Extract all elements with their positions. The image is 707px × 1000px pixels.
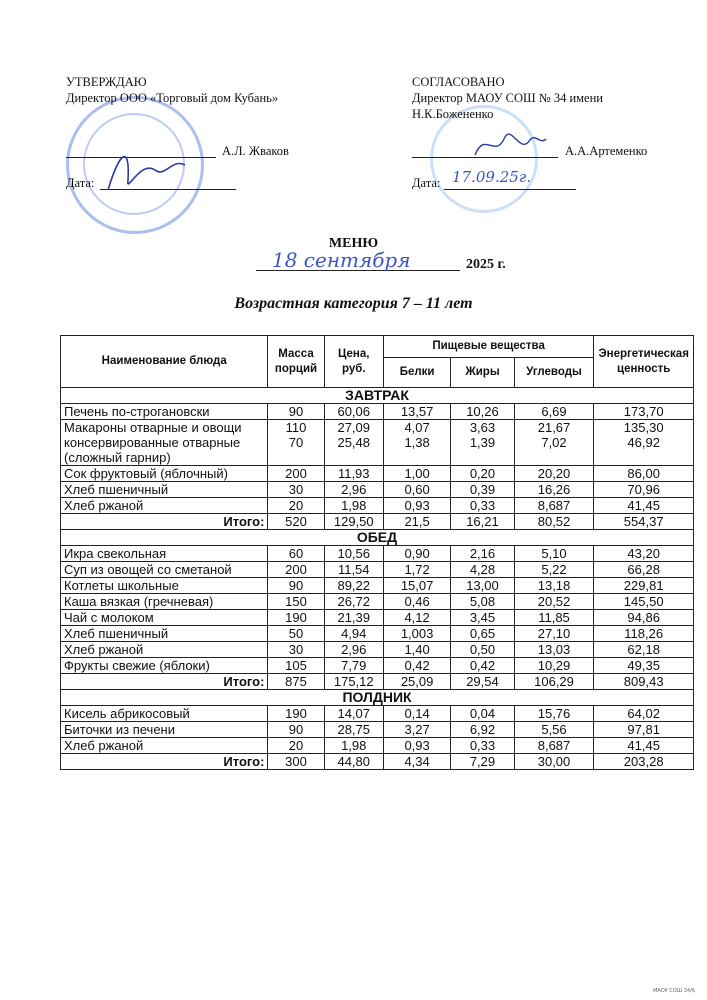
cell-mass: 90 <box>268 722 324 738</box>
cell-carbs: 6,69 <box>514 404 594 420</box>
table-row <box>61 738 694 754</box>
menu-date-handwritten: 18 сентября <box>272 248 411 272</box>
dish-name: Икра свекольная <box>61 546 268 562</box>
total-row <box>61 754 694 770</box>
header-proteins: Белки <box>383 358 450 388</box>
cell-energy: 118,26 <box>594 626 694 642</box>
total-label: Итого: <box>61 674 268 690</box>
total-label: Итого: <box>61 754 268 770</box>
cell-proteins: 1,40 <box>383 642 450 658</box>
cell-proteins: 3,27 <box>383 722 450 738</box>
approve-date-label: Дата: <box>66 176 95 190</box>
total-carbs: 80,52 <box>514 514 594 530</box>
agree-date-line <box>444 189 576 190</box>
dish-name: Печень по-строгановски <box>61 404 268 420</box>
cell-mass: 20 <box>268 738 324 754</box>
cell-fats: 3,45 <box>451 610 514 626</box>
header-nutrients: Пищевые вещества <box>383 336 593 358</box>
total-fats: 16,21 <box>451 514 514 530</box>
section-title: ПОЛДНИК <box>61 690 694 706</box>
cell-energy: 86,00 <box>594 466 694 482</box>
cell-mass: 105 <box>268 658 324 674</box>
cell-proteins: 0,60 <box>383 482 450 498</box>
header-mass: Масса порций <box>268 336 324 388</box>
agree-position-line1: Директор МАОУ СОШ № 34 имени <box>412 91 603 105</box>
dish-name: Чай с молоком <box>61 610 268 626</box>
total-energy: 203,28 <box>594 754 694 770</box>
cell-proteins: 0,93 <box>383 498 450 514</box>
section-title: ОБЕД <box>61 530 694 546</box>
cell-price: 4,94 <box>324 626 383 642</box>
agree-title: СОГЛАСОВАНО <box>412 75 505 89</box>
total-price: 175,12 <box>324 674 383 690</box>
agree-date-value: 17.09.25г. <box>452 168 532 186</box>
cell-carbs: 5,10 <box>514 546 594 562</box>
cell-price: 11,93 <box>324 466 383 482</box>
section-header-row <box>61 690 694 706</box>
cell-fats: 5,08 <box>451 594 514 610</box>
cell-proteins: 13,57 <box>383 404 450 420</box>
cell-fats: 10,26 <box>451 404 514 420</box>
total-mass: 520 <box>268 514 324 530</box>
cell-fats: 0,20 <box>451 466 514 482</box>
cell-carbs: 15,76 <box>514 706 594 722</box>
cell-fats: 0,42 <box>451 658 514 674</box>
cell-proteins: 0,14 <box>383 706 450 722</box>
cell-fats: 0,04 <box>451 706 514 722</box>
header-fats: Жиры <box>451 358 514 388</box>
cell-proteins: 0,42 <box>383 658 450 674</box>
cell-energy: 41,45 <box>594 498 694 514</box>
cell-carbs: 21,67 7,02 <box>514 420 594 466</box>
cell-energy: 173,70 <box>594 404 694 420</box>
age-category: Возрастная категория 7 – 11 лет <box>234 295 473 312</box>
cell-energy: 94,86 <box>594 610 694 626</box>
cell-mass: 110 70 <box>268 420 324 466</box>
table-row <box>61 498 694 514</box>
dish-name: Хлеб ржаной <box>61 642 268 658</box>
cell-fats: 0,33 <box>451 498 514 514</box>
cell-proteins: 1,72 <box>383 562 450 578</box>
dish-name: Сок фруктовый (яблочный) <box>61 466 268 482</box>
table-row <box>61 626 694 642</box>
total-row <box>61 514 694 530</box>
cell-price: 10,56 <box>324 546 383 562</box>
cell-price: 26,72 <box>324 594 383 610</box>
cell-fats: 6,92 <box>451 722 514 738</box>
cell-mass: 200 <box>268 466 324 482</box>
table-row <box>61 466 694 482</box>
cell-mass: 190 <box>268 610 324 626</box>
cell-mass: 190 <box>268 706 324 722</box>
table-row <box>61 546 694 562</box>
dish-name: Макароны отварные и овощи консервированные отварные (сложный гарнир) <box>61 420 268 466</box>
table-row <box>61 642 694 658</box>
dish-name: Хлеб пшеничный <box>61 626 268 642</box>
cell-energy: 145,50 <box>594 594 694 610</box>
table-row <box>61 404 694 420</box>
cell-mass: 60 <box>268 546 324 562</box>
menu-table <box>60 335 694 770</box>
cell-carbs: 11,85 <box>514 610 594 626</box>
table-row <box>61 722 694 738</box>
cell-energy: 64,02 <box>594 706 694 722</box>
menu-title: МЕНЮ <box>328 236 379 251</box>
table-row <box>61 706 694 722</box>
cell-fats: 4,28 <box>451 562 514 578</box>
approve-name: А.Л. Жваков <box>222 144 289 158</box>
section-header-row <box>61 388 694 404</box>
agree-position-line2: Н.К.Божененко <box>412 107 494 121</box>
cell-fats: 2,16 <box>451 546 514 562</box>
cell-carbs: 13,18 <box>514 578 594 594</box>
dish-name: Котлеты школьные <box>61 578 268 594</box>
agree-name: А.А.Артеменко <box>565 144 648 158</box>
menu-year: 2025 г. <box>466 257 506 272</box>
cell-price: 2,96 <box>324 642 383 658</box>
cell-carbs: 5,22 <box>514 562 594 578</box>
cell-energy: 135,30 46,92 <box>594 420 694 466</box>
cell-carbs: 20,52 <box>514 594 594 610</box>
cell-mass: 50 <box>268 626 324 642</box>
cell-carbs: 10,29 <box>514 658 594 674</box>
approve-signature <box>100 140 190 200</box>
cell-proteins: 15,07 <box>383 578 450 594</box>
cell-price: 60,06 <box>324 404 383 420</box>
table-row <box>61 658 694 674</box>
cell-fats: 0,50 <box>451 642 514 658</box>
cell-energy: 49,35 <box>594 658 694 674</box>
header-price: Цена, руб. <box>324 336 383 388</box>
cell-mass: 90 <box>268 578 324 594</box>
approve-title: УТВЕРЖДАЮ <box>66 75 147 89</box>
cell-energy: 97,81 <box>594 722 694 738</box>
cell-energy: 41,45 <box>594 738 694 754</box>
dish-name: Суп из овощей со сметаной <box>61 562 268 578</box>
total-mass: 875 <box>268 674 324 690</box>
cell-mass: 30 <box>268 642 324 658</box>
section-title: ЗАВТРАК <box>61 388 694 404</box>
total-fats: 7,29 <box>451 754 514 770</box>
cell-carbs: 8,687 <box>514 738 594 754</box>
approve-position: Директор ООО «Торговый дом Кубань» <box>66 91 279 105</box>
dish-name: Каша вязкая (гречневая) <box>61 594 268 610</box>
table-row <box>61 482 694 498</box>
cell-proteins: 1,00 <box>383 466 450 482</box>
cell-proteins: 0,90 <box>383 546 450 562</box>
cell-price: 1,98 <box>324 498 383 514</box>
cell-energy: 66,28 <box>594 562 694 578</box>
table-row <box>61 578 694 594</box>
cell-fats: 13,00 <box>451 578 514 594</box>
dish-name: Фрукты свежие (яблоки) <box>61 658 268 674</box>
dish-name: Биточки из печени <box>61 722 268 738</box>
total-proteins: 21,5 <box>383 514 450 530</box>
cell-mass: 30 <box>268 482 324 498</box>
dish-name: Кисель абрикосовый <box>61 706 268 722</box>
total-proteins: 25,09 <box>383 674 450 690</box>
total-proteins: 4,34 <box>383 754 450 770</box>
cell-proteins: 4,12 <box>383 610 450 626</box>
total-label: Итого: <box>61 514 268 530</box>
cell-price: 89,22 <box>324 578 383 594</box>
cell-proteins: 4,07 1,38 <box>383 420 450 466</box>
header-name: Наименование блюда <box>61 336 268 388</box>
cell-mass: 200 <box>268 562 324 578</box>
total-energy: 809,43 <box>594 674 694 690</box>
table-row <box>61 594 694 610</box>
cell-price: 11,54 <box>324 562 383 578</box>
agree-signature <box>470 125 550 165</box>
cell-carbs: 5,56 <box>514 722 594 738</box>
table-row <box>61 610 694 626</box>
cell-mass: 90 <box>268 404 324 420</box>
cell-carbs: 20,20 <box>514 466 594 482</box>
total-price: 129,50 <box>324 514 383 530</box>
total-fats: 29,54 <box>451 674 514 690</box>
cell-price: 2,96 <box>324 482 383 498</box>
dish-name: Хлеб пшеничный <box>61 482 268 498</box>
cell-fats: 0,33 <box>451 738 514 754</box>
cell-energy: 43,20 <box>594 546 694 562</box>
total-mass: 300 <box>268 754 324 770</box>
cell-mass: 20 <box>268 498 324 514</box>
cell-carbs: 13,03 <box>514 642 594 658</box>
total-price: 44,80 <box>324 754 383 770</box>
table-row <box>61 420 694 466</box>
menu-table-body <box>61 388 694 770</box>
cell-energy: 229,81 <box>594 578 694 594</box>
cell-carbs: 16,26 <box>514 482 594 498</box>
footer-mark: МАОУ СОШ 34/6 <box>653 988 695 994</box>
cell-proteins: 0,93 <box>383 738 450 754</box>
cell-carbs: 27,10 <box>514 626 594 642</box>
cell-energy: 70,96 <box>594 482 694 498</box>
header-energy: Энергетическая ценность <box>594 336 694 388</box>
cell-price: 1,98 <box>324 738 383 754</box>
cell-price: 27,09 25,48 <box>324 420 383 466</box>
header-carbs: Углеводы <box>514 358 594 388</box>
agree-date-label: Дата: <box>412 176 441 190</box>
cell-price: 14,07 <box>324 706 383 722</box>
cell-price: 7,79 <box>324 658 383 674</box>
cell-energy: 62,18 <box>594 642 694 658</box>
table-row <box>61 562 694 578</box>
section-header-row <box>61 530 694 546</box>
total-row <box>61 674 694 690</box>
cell-proteins: 1,003 <box>383 626 450 642</box>
total-carbs: 106,29 <box>514 674 594 690</box>
total-carbs: 30,00 <box>514 754 594 770</box>
cell-proteins: 0,46 <box>383 594 450 610</box>
cell-fats: 3,63 1,39 <box>451 420 514 466</box>
cell-fats: 0,39 <box>451 482 514 498</box>
cell-mass: 150 <box>268 594 324 610</box>
cell-fats: 0,65 <box>451 626 514 642</box>
cell-price: 28,75 <box>324 722 383 738</box>
cell-price: 21,39 <box>324 610 383 626</box>
dish-name: Хлеб ржаной <box>61 738 268 754</box>
cell-carbs: 8,687 <box>514 498 594 514</box>
total-energy: 554,37 <box>594 514 694 530</box>
dish-name: Хлеб ржаной <box>61 498 268 514</box>
